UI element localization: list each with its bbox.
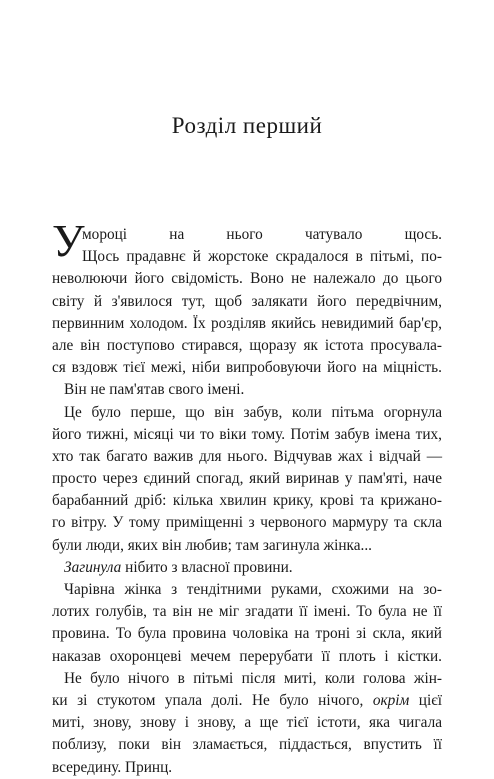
- text-line: але він поступово стирався, щоразу як істота просувала-: [52, 336, 442, 354]
- text-line: ся вздовж тієї межі, ніби випробовуючи його на міцність.: [52, 359, 442, 377]
- text-line: У мороці на нього чатувало щось.: [52, 215, 442, 266]
- text-line: Загинула нібито з власної провини.: [64, 558, 293, 576]
- text-line: просто через єдиний спогад, який виринав у пам'яті, наче: [52, 470, 442, 488]
- text-line: світу й з'явилося тут, щоб залякати його передвічним,: [52, 292, 442, 310]
- text-line: Чарівна жінка з тендітними руками, схожими на зо-: [64, 581, 442, 598]
- chapter-body: [52, 215, 443, 779]
- text-line: наказав охоронцеві мечем перерубати її плоть і кістки.: [52, 647, 442, 665]
- emphasis: окрім: [372, 691, 410, 709]
- text-line: Не було нічого в пітьмі після миті, коли голова жін-: [64, 669, 442, 687]
- text-line: всередину. Принц.: [52, 758, 173, 776]
- text-line: Він не пам'ятав свого імені.: [64, 381, 245, 399]
- text-line: го вітру. У тому приміщенні з червоного мармуру та скла: [52, 514, 442, 532]
- text-line: провина. То була провина чоловіка на троні зі скла, який: [52, 625, 442, 643]
- text-line: Щось прадавнє й жорстоке скрадалося в пітьмі, по-: [82, 248, 442, 266]
- text-line: його тижні, місяці чи то віки тому. Потім забув імена тих,: [52, 425, 442, 443]
- text-line: лотих голубів, та він не міг згадати її імені. То була не її: [52, 603, 442, 621]
- chapter-title: Розділ перший: [171, 113, 323, 138]
- text-line: первинним холодом. Їх розділяв якийсь невидимий бар'єр,: [52, 314, 442, 332]
- emphasis: Загинула: [64, 558, 122, 576]
- text-line: ки зі стукотом упала долі. Не було нічого, окрім цієї: [52, 691, 443, 709]
- text-line: Це було перше, що він забув, коли пітьма огорнула: [64, 403, 442, 421]
- text-line: поблизу, поки він зламається, піддасться, впустить її: [52, 736, 442, 754]
- text-line: неволюючи його свідомість. Воно не належало до цього: [52, 270, 442, 288]
- drop-cap: У: [52, 215, 85, 266]
- text-line: були люди, яких він любив; там загинула жінка...: [52, 536, 372, 554]
- text-line: миті, знову, знову і знову, а ще тієї істоти, яка чигала: [52, 714, 442, 732]
- text-line: хто так багато важив для нього. Відчував жах і відчай —: [52, 447, 442, 465]
- text-line: барабанний дріб: кілька хвилин крику, крові та крижано-: [52, 492, 442, 510]
